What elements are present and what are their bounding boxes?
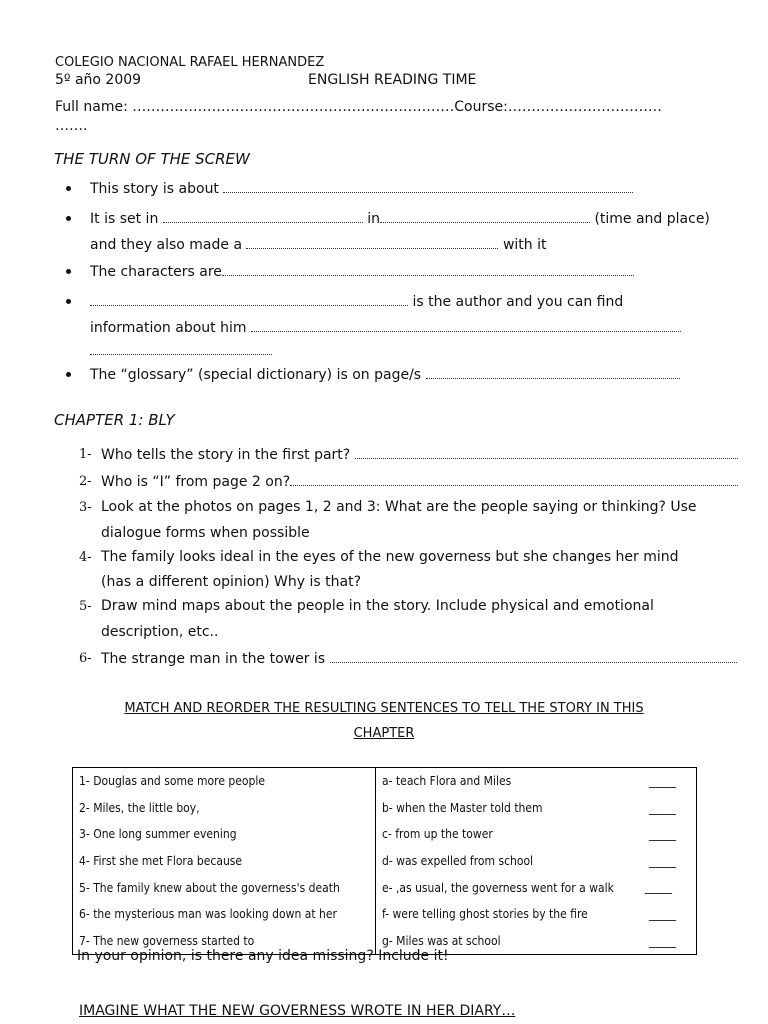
right-phrase: d- was expelled from school _____ [376, 848, 697, 875]
table-row [73, 874, 697, 901]
question-3-cont: dialogue forms when possible [101, 525, 310, 541]
question-2-blank[interactable] [290, 473, 738, 486]
left-phrase: 2- Miles, the little boy, [73, 795, 376, 822]
question-5-cont: description, etc.. [101, 624, 219, 640]
question-number: 5- [79, 599, 92, 614]
left-phrase: 4- First she met Flora because [73, 848, 376, 875]
question-2: Who is “I” from page 2 on? [101, 473, 738, 490]
author-info-blank-2[interactable] [90, 342, 272, 355]
question-4-cont: (has a different opinion) Why is that? [101, 574, 361, 590]
answer-blank[interactable]: _____ [649, 800, 676, 815]
right-phrase: b- when the Master told them _____ [376, 795, 697, 822]
author-info-blank[interactable] [251, 319, 681, 332]
time-blank[interactable] [163, 210, 363, 223]
author-info-line: information about him [90, 319, 681, 336]
table-row [73, 768, 697, 795]
right-phrase: g- Miles was at school _____ [376, 928, 697, 955]
answer-blank[interactable]: _____ [645, 880, 672, 895]
movie-line: and they also made a with it [90, 237, 547, 253]
table-row [73, 901, 697, 928]
left-phrase: 6- the mysterious man was looking down at her [73, 901, 376, 928]
right-phrase: f- were telling ghost stories by the fire _____ [376, 901, 697, 928]
book-title: THE TURN OF THE SCREW [54, 150, 250, 168]
answer-blank[interactable]: _____ [649, 933, 676, 948]
right-phrase: c- from up the tower _____ [376, 821, 697, 848]
fullname-course-line[interactable]: Full name: ……………………………………………………………Course:…………………………… [55, 99, 662, 115]
question-6: The strange man in the tower is [101, 650, 737, 667]
school-name: COLEGIO NACIONAL RAFAEL HERNANDEZ [55, 55, 325, 70]
question-6-blank[interactable] [330, 650, 737, 663]
question-number: 3- [79, 500, 92, 515]
answer-blank[interactable]: _____ [649, 853, 676, 868]
question-4: The family looks ideal in the eyes of the new governess but she changes her mind [101, 549, 679, 565]
bullet-icon [66, 216, 71, 221]
bullet-icon [66, 372, 71, 377]
diary-prompt: IMAGINE WHAT THE NEW GOVERNESS WROTE IN HER DIARY… [79, 1003, 516, 1019]
bullet-icon [66, 269, 71, 274]
glossary-line: The “glossary” (special dictionary) is on page/s [90, 366, 680, 383]
question-number: 1- [79, 447, 92, 462]
left-phrase: 7- The new governess started to [73, 928, 376, 955]
school-year: 5º año 2009 [55, 72, 142, 88]
chapter-title: CHAPTER 1: BLY [54, 411, 175, 429]
story-about-blank[interactable] [223, 180, 633, 193]
setting-line: It is set in in (time and place) [90, 211, 710, 227]
glossary-blank[interactable] [426, 366, 680, 379]
author-info-line-2 [90, 342, 272, 359]
author-blank[interactable] [90, 293, 408, 306]
subject-title: ENGLISH READING TIME [308, 72, 477, 88]
bullet-icon [66, 186, 71, 191]
question-number: 4- [79, 550, 92, 565]
match-heading-cont: CHAPTER [353, 726, 415, 741]
match-table [72, 767, 697, 955]
story-about-line: This story is about [90, 180, 633, 197]
bullet-icon [66, 299, 71, 304]
course-line-continuation: ……. [55, 118, 88, 134]
place-blank[interactable] [380, 210, 590, 223]
match-heading: MATCH AND REORDER THE RESULTING SENTENCES TO TELL THE STORY IN THIS [124, 701, 644, 716]
movie-blank[interactable] [246, 236, 498, 249]
answer-blank[interactable]: _____ [649, 906, 676, 921]
table-row [73, 848, 697, 875]
opinion-prompt: In your opinion, is there any idea missing? Include it! [77, 948, 449, 964]
question-number: 6- [79, 651, 92, 666]
left-phrase: 3- One long summer evening [73, 821, 376, 848]
question-number: 2- [79, 474, 92, 489]
answer-blank[interactable]: _____ [649, 774, 676, 788]
left-phrase: 1- Douglas and some more people [73, 768, 376, 795]
question-1: Who tells the story in the first part? [101, 446, 738, 463]
right-phrase: e- ,as usual, the governess went for a walk _____ [376, 874, 697, 901]
question-5: Draw mind maps about the people in the story. Include physical and emotional [101, 598, 654, 614]
right-phrase: a- teach Flora and Miles _____ [376, 768, 697, 795]
table-row [73, 821, 697, 848]
characters-line: The characters are [90, 263, 634, 280]
question-1-blank[interactable] [355, 446, 738, 459]
answer-blank[interactable]: _____ [649, 827, 676, 842]
question-3: Look at the photos on pages 1, 2 and 3: What are the people saying or thinking? Use [101, 499, 697, 515]
left-phrase: 5- The family knew about the governess's death [73, 874, 376, 901]
table-row [73, 795, 697, 822]
author-line: is the author and you can find [90, 293, 623, 310]
characters-blank[interactable] [222, 263, 634, 276]
